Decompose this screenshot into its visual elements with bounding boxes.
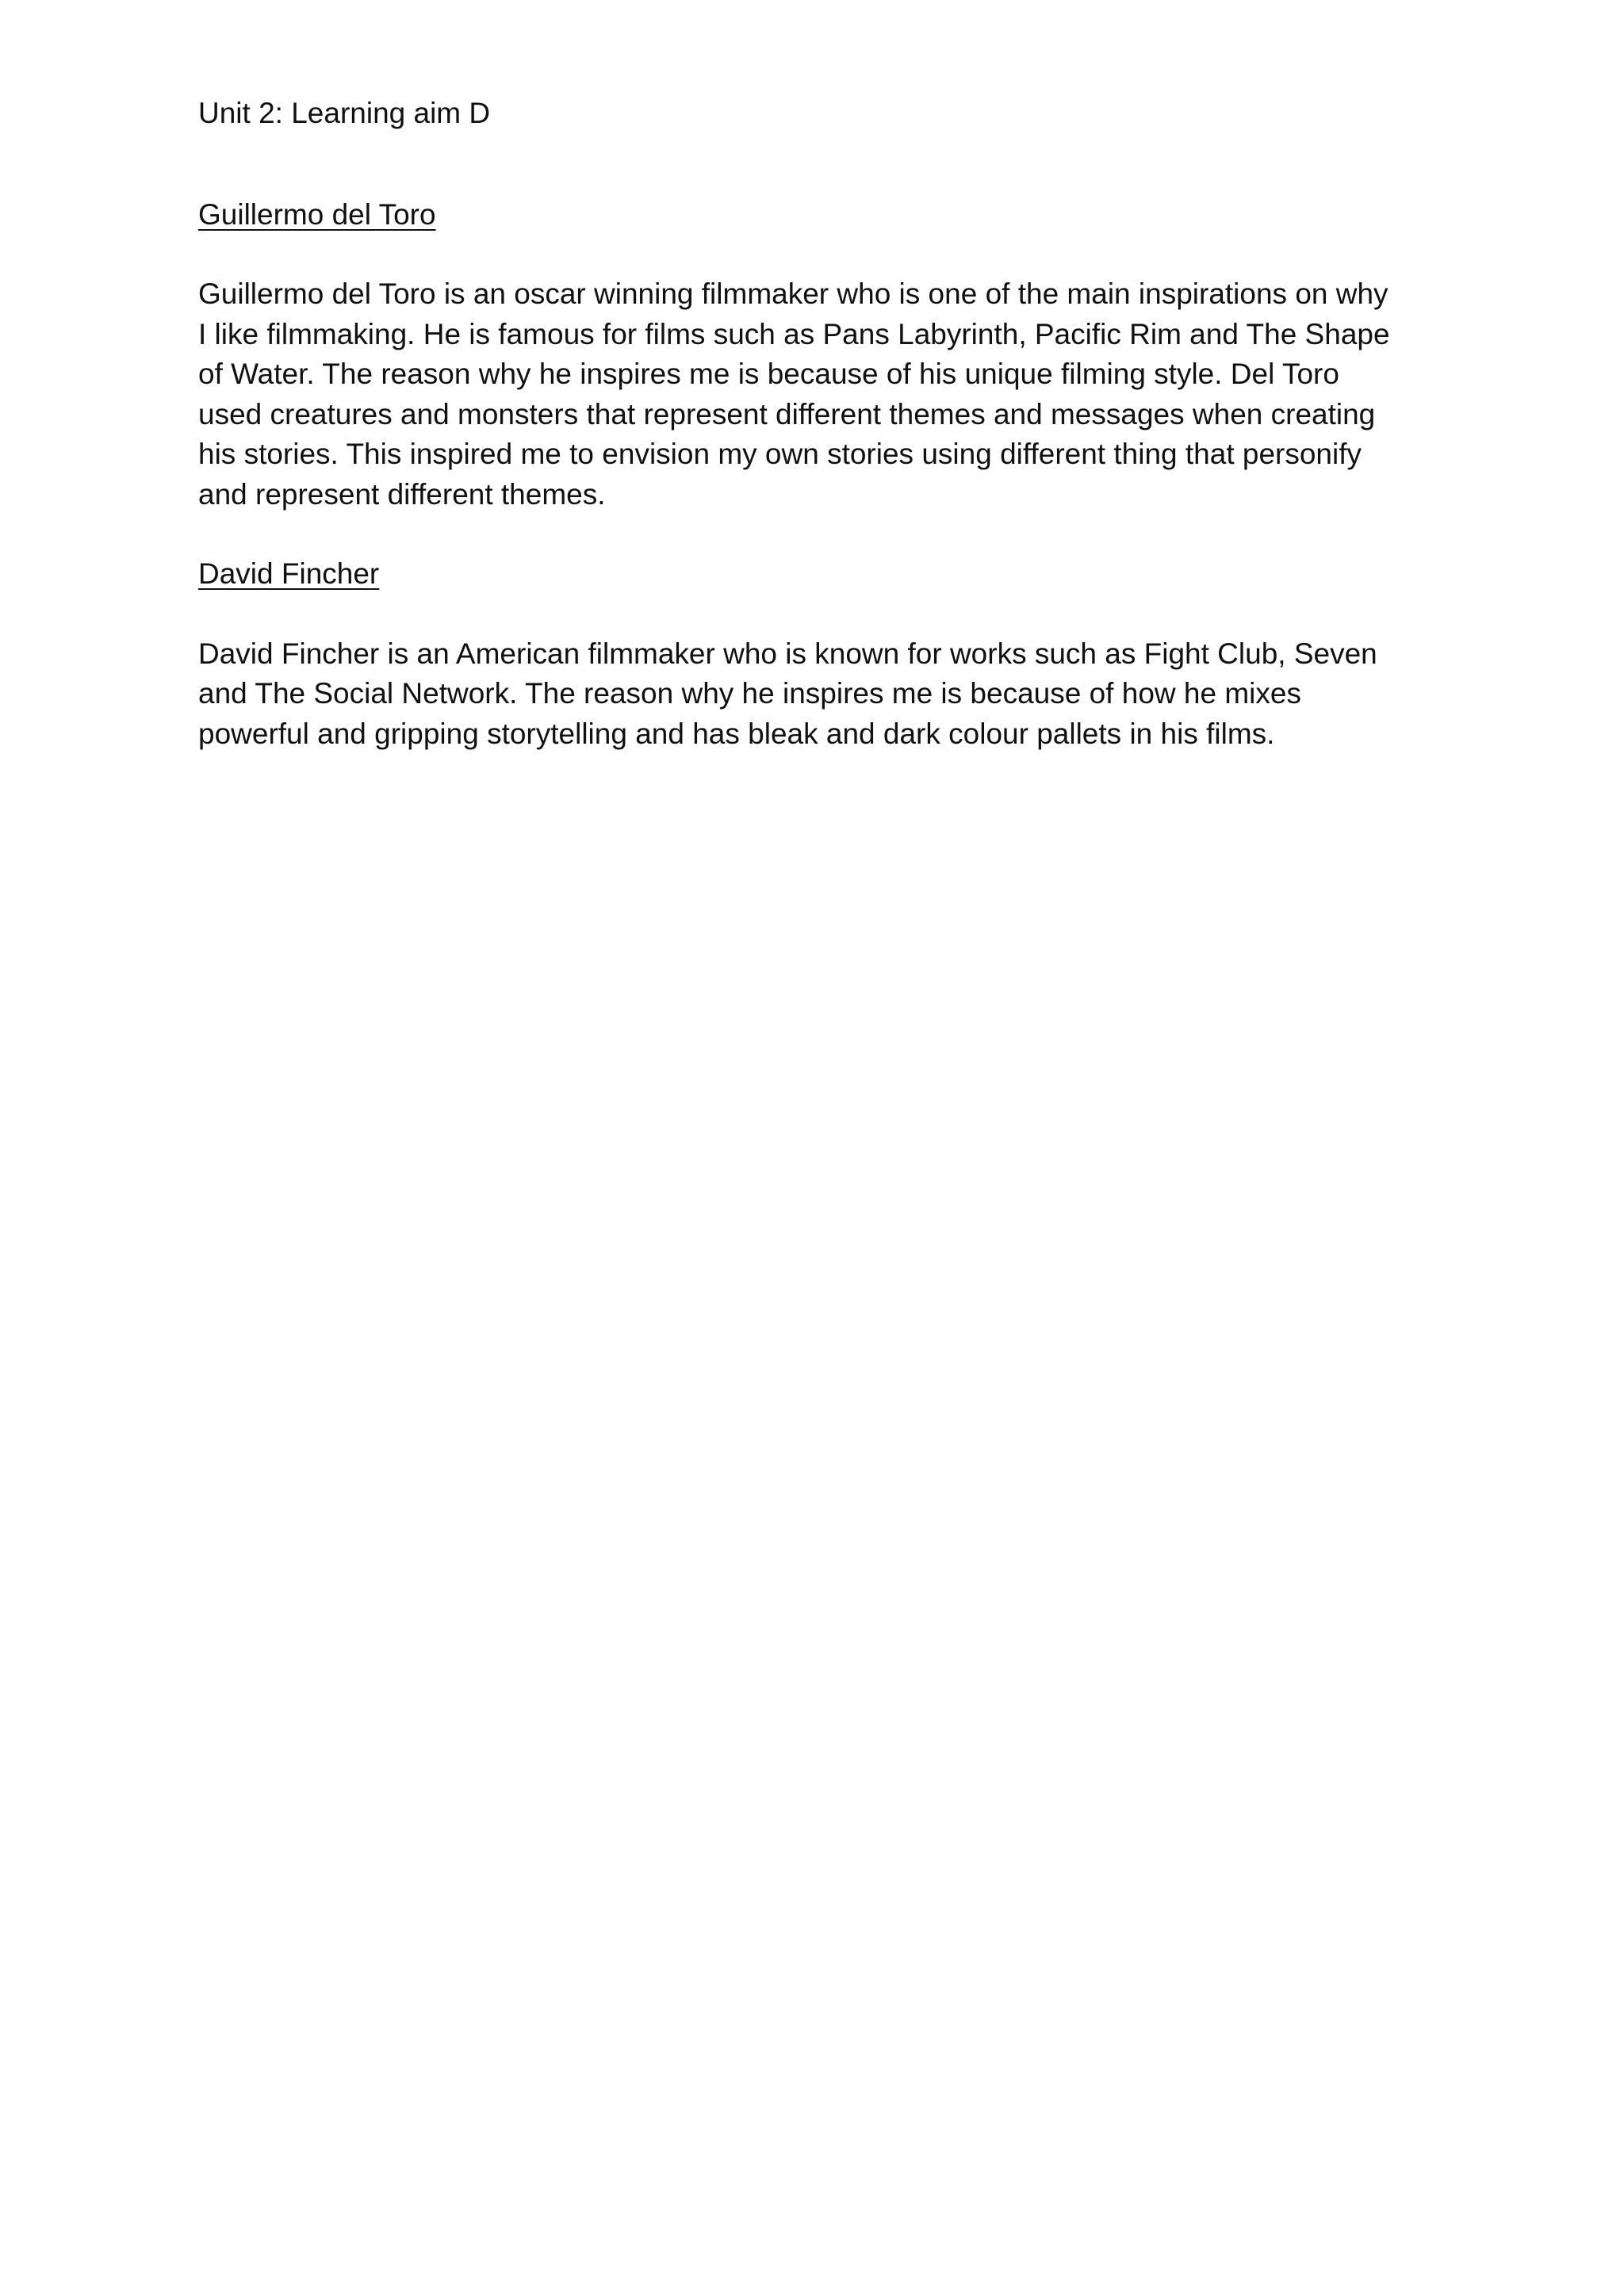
section-heading-david-fincher: David Fincher: [198, 557, 380, 590]
paragraph-line: and The Social Network. The reason why he inspires me is because of how he mixes: [198, 677, 1301, 710]
paragraph-david-fincher: [198, 634, 1451, 755]
document-body: [198, 94, 1451, 794]
paragraph-line: David Fincher is an American filmmaker who is known for works such as Fight Club, Seven: [198, 637, 1377, 670]
paragraph-line: and represent different themes.: [198, 477, 606, 511]
paragraph-line: of Water. The reason why he inspires me is because of his unique filming style. Del Toro: [198, 358, 1339, 390]
paragraph-line: powerful and gripping storytelling and has bleak and dark colour pallets in his films.: [198, 717, 1275, 750]
unit-title: Unit 2: Learning aim D: [198, 97, 491, 129]
section-heading-guillermo-del-toro: Guillermo del Toro: [198, 197, 436, 231]
paragraph-line: Guillermo del Toro is an oscar winning filmmaker who is one of the main inspirations on why: [198, 277, 1388, 310]
paragraph-guillermo-del-toro: [198, 274, 1451, 515]
paragraph-line: his stories. This inspired me to envision my own stories using different thing that personify: [198, 438, 1362, 470]
paragraph-line: used creatures and monsters that represent different themes and messages when creating: [198, 397, 1376, 430]
paragraph-line: I like filmmaking. He is famous for films such as Pans Labyrinth, Pacific Rim and The Shape: [198, 317, 1390, 350]
